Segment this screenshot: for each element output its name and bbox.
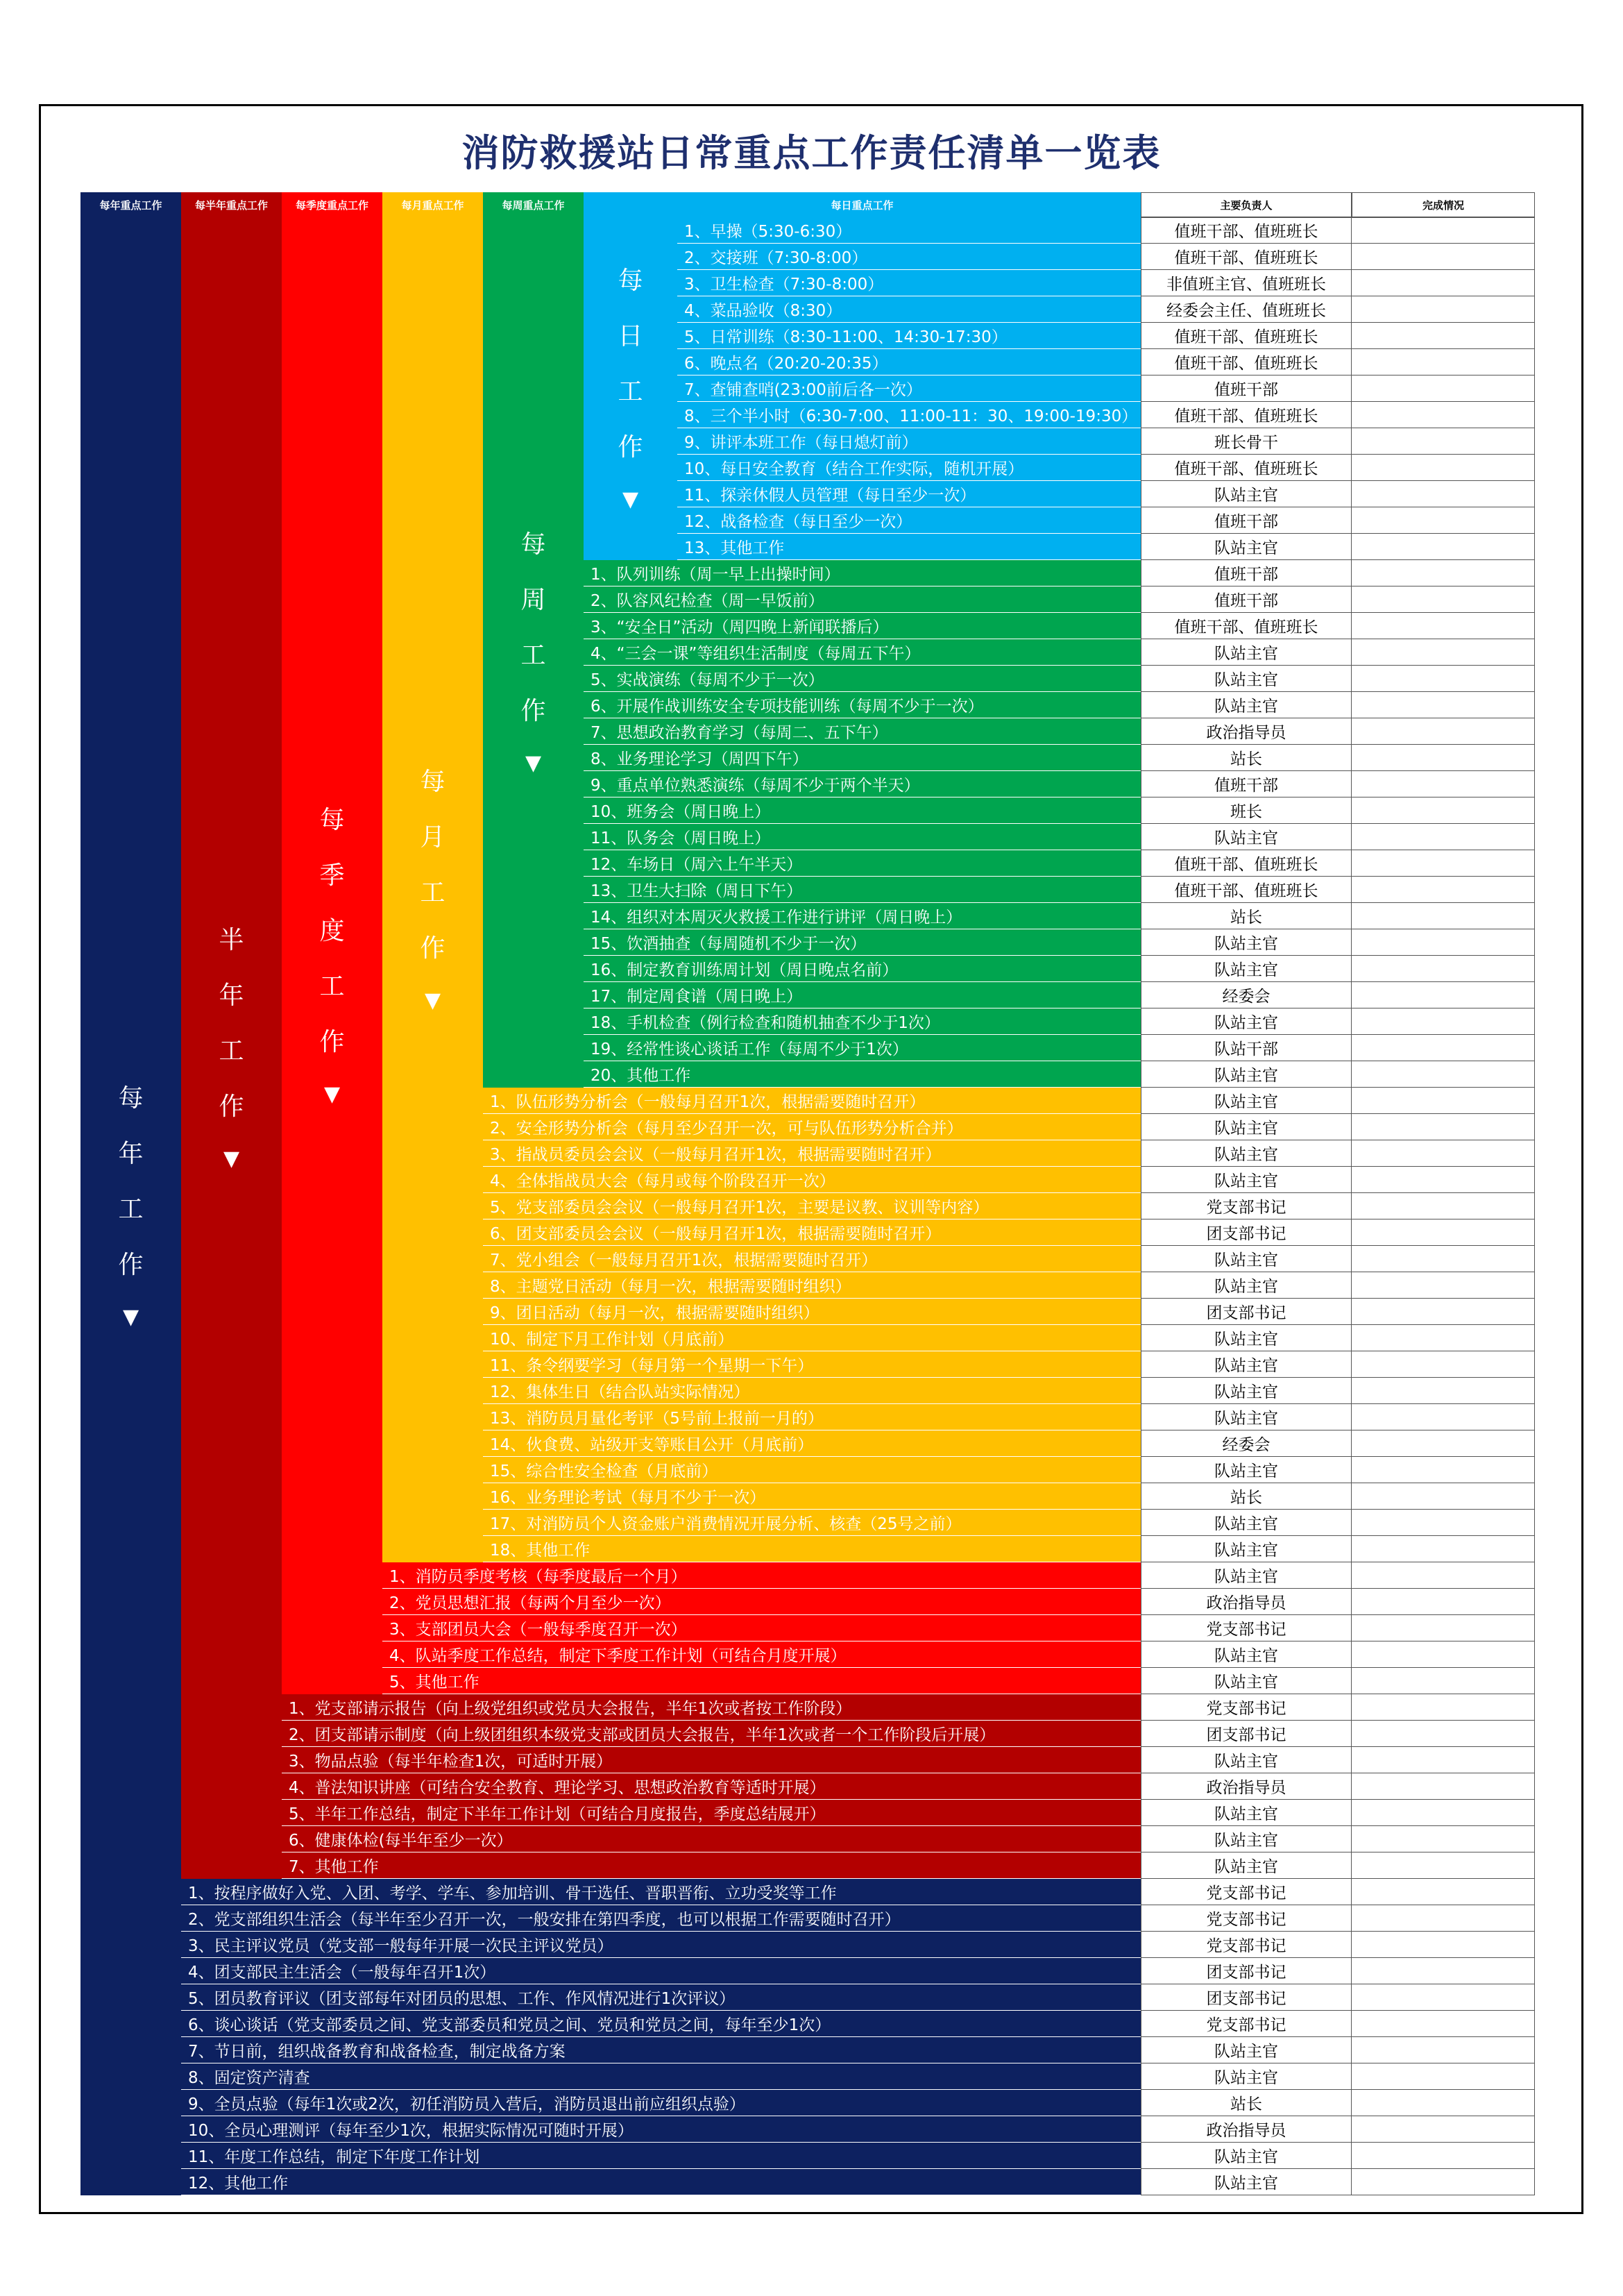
daily-task-row: 1、早操（5:30-6:30） (677, 217, 1141, 244)
label-char: 年 (118, 1140, 144, 1168)
completion-cell[interactable] (1352, 296, 1535, 323)
completion-cell[interactable] (1352, 455, 1535, 481)
yearly-task-row: 4、团支部民主生活会（一般每年召开1次） (181, 1958, 1141, 1984)
completion-cell[interactable] (1352, 1088, 1535, 1114)
yearly-task-row: 1、按程序做好入党、入团、考学、学车、参加培训、骨干选任、晋职晋衔、立功受奖等工作 (181, 1879, 1141, 1905)
completion-cell[interactable] (1352, 1932, 1535, 1958)
completion-cell[interactable] (1352, 903, 1535, 929)
completion-cell[interactable] (1352, 1061, 1535, 1088)
completion-cell[interactable] (1352, 375, 1535, 402)
completion-cell[interactable] (1352, 1562, 1535, 1589)
responsible-cell: 值班干部 (1141, 375, 1352, 402)
quarterly-task-row: 1、消防员季度考核（每季度最后一个月） (382, 1562, 1141, 1589)
responsible-cell: 团支部书记 (1141, 1958, 1352, 1984)
responsible-cell: 党支部书记 (1141, 1615, 1352, 1641)
completion-cell[interactable] (1352, 1167, 1535, 1193)
completion-cell[interactable] (1352, 1958, 1535, 1984)
completion-cell[interactable] (1352, 1615, 1535, 1641)
label-char: 月 (420, 823, 445, 852)
weekly-task-row: 16、制定教育训练周计划（周日晚点名前） (584, 956, 1141, 982)
completion-cell[interactable] (1352, 1483, 1535, 1510)
monthly-task-row: 8、主题党日活动（每月一次，根据需要随时组织） (483, 1272, 1141, 1299)
responsible-cell: 团支部书记 (1141, 1984, 1352, 2011)
halfyear-task-row: 4、普法知识讲座（可结合安全教育、理论学习、思想政治教育等适时开展） (282, 1773, 1141, 1800)
responsible-cell: 团支部书记 (1141, 1721, 1352, 1747)
responsible-cell: 政治指导员 (1141, 1589, 1352, 1615)
daily-task-row: 5、日常训练（8:30-11:00、14:30-17:30） (677, 323, 1141, 349)
completion-cell[interactable] (1352, 824, 1535, 850)
label-char: 作 (420, 934, 445, 963)
halfyear-task-row: 7、其他工作 (282, 1852, 1141, 1879)
responsible-cell: 队站主官 (1141, 824, 1352, 850)
label-char: 作 (118, 1251, 144, 1279)
down-arrow-icon: ▼ (323, 1082, 341, 1106)
responsible-cell: 队站主官 (1141, 1852, 1352, 1879)
label-char: 工 (319, 972, 345, 1001)
responsible-cell: 队站主官 (1141, 2037, 1352, 2063)
responsible-cell: 队站主官 (1141, 2143, 1352, 2169)
completion-cell[interactable] (1352, 534, 1535, 560)
completion-cell[interactable] (1352, 956, 1535, 982)
label-char: 每 (319, 806, 345, 834)
weekly-task-row: 14、组织对本周灭火救援工作进行讲评（周日晚上） (584, 903, 1141, 929)
completion-cell[interactable] (1352, 2037, 1535, 2063)
monthly-task-row: 4、全体指战员大会（每月或每个阶段召开一次） (483, 1167, 1141, 1193)
completion-cell[interactable] (1352, 481, 1535, 507)
completion-cell[interactable] (1352, 2090, 1535, 2116)
responsible-cell: 队站主官 (1141, 534, 1352, 560)
label-char: 工 (520, 641, 546, 670)
half-work-label-column (181, 217, 282, 1879)
weekly-task-row: 8、业务理论学习（周四下午） (584, 745, 1141, 771)
responsible-cell: 队站主官 (1141, 1378, 1352, 1404)
responsible-cell: 站长 (1141, 745, 1352, 771)
responsible-cell: 值班干部 (1141, 771, 1352, 797)
responsible-cell: 值班干部、值班班长 (1141, 244, 1352, 270)
quarterly-task-row: 3、支部团员大会（一般每季度召开一次） (382, 1615, 1141, 1641)
halfyear-task-row: 3、物品点验（每半年检查1次，可适时开展） (282, 1747, 1141, 1773)
responsible-cell: 队站主官 (1141, 1510, 1352, 1536)
label-char: 作 (319, 1028, 345, 1056)
completion-cell[interactable] (1352, 982, 1535, 1008)
completion-cell[interactable] (1352, 1378, 1535, 1404)
responsible-cell: 队站主官 (1141, 692, 1352, 718)
monthly-task-row: 3、指战员委员会会议（一般每月召开1次，根据需要随时召开） (483, 1140, 1141, 1167)
completion-cell[interactable] (1352, 718, 1535, 745)
completion-cell[interactable] (1352, 666, 1535, 692)
completion-cell[interactable] (1352, 1826, 1535, 1852)
quarter-work-label-column (282, 217, 382, 1694)
yearly-work-label-column (80, 217, 181, 2195)
yearly-task-row: 11、年度工作总结，制定下年度工作计划 (181, 2143, 1141, 2169)
responsible-cell: 党支部书记 (1141, 1879, 1352, 1905)
responsible-cell: 站长 (1141, 903, 1352, 929)
weekly-task-row: 5、实战演练（每周不少于一次） (584, 666, 1141, 692)
halfyear-task-row: 2、团支部请示制度（向上级团组织本级党支部或团员大会报告，半年1次或者一个工作阶段后开展） (282, 1721, 1141, 1747)
daily-task-row: 2、交接班（7:30-8:00） (677, 244, 1141, 270)
header-quarterly: 每季度重点工作 (282, 192, 382, 217)
yearly-task-row: 8、固定资产清查 (181, 2063, 1141, 2090)
completion-cell[interactable] (1352, 1430, 1535, 1457)
weekly-task-row: 9、重点单位熟悉演练（每周不少于两个半天） (584, 771, 1141, 797)
down-arrow-icon: ▼ (223, 1147, 240, 1171)
completion-cell[interactable] (1352, 1510, 1535, 1536)
responsible-cell: 经委会 (1141, 982, 1352, 1008)
weekly-task-row: 18、手机检查（例行检查和随机抽查不少于1次） (584, 1008, 1141, 1035)
quarterly-task-row: 5、其他工作 (382, 1668, 1141, 1694)
completion-cell[interactable] (1352, 1351, 1535, 1378)
daily-task-row: 3、卫生检查（7:30-8:00） (677, 270, 1141, 296)
weekly-task-row: 11、队务会（周日晚上） (584, 824, 1141, 850)
yearly-task-row: 3、民主评议党员（党支部一般每年开展一次民主评议党员） (181, 1932, 1141, 1958)
responsible-cell: 队站主官 (1141, 1246, 1352, 1272)
label-char: 季 (319, 861, 345, 890)
responsible-cell: 党支部书记 (1141, 1905, 1352, 1932)
completion-cell[interactable] (1352, 1114, 1535, 1140)
down-arrow-icon: ▼ (622, 487, 639, 512)
daily-task-row: 11、探亲休假人员管理（每日至少一次） (677, 481, 1141, 507)
responsible-cell: 队站主官 (1141, 2063, 1352, 2090)
label-char: 作 (219, 1092, 244, 1121)
completion-cell[interactable] (1352, 639, 1535, 666)
daily-task-row: 4、菜品验收（8:30） (677, 296, 1141, 323)
responsible-cell: 值班干部 (1141, 507, 1352, 534)
yearly-task-row: 2、党支部组织生活会（每半年至少召开一次，一般安排在第四季度，也可以根据工作需要随时召开） (181, 1905, 1141, 1932)
responsible-cell: 值班干部 (1141, 560, 1352, 586)
responsible-cell: 值班干部 (1141, 586, 1352, 613)
responsible-cell: 队站主官 (1141, 1325, 1352, 1351)
daily-task-row: 10、每日安全教育（结合工作实际，随机开展） (677, 455, 1141, 481)
responsible-cell: 政治指导员 (1141, 1773, 1352, 1800)
label-char: 度 (319, 917, 345, 945)
completion-cell[interactable] (1352, 1852, 1535, 1879)
weekly-task-row: 3、“安全日”活动（周四晚上新闻联播后） (584, 613, 1141, 639)
day-work-label-column (584, 217, 677, 560)
completion-cell[interactable] (1352, 1668, 1535, 1694)
weekly-task-row: 12、车场日（周六上午半天） (584, 850, 1141, 877)
header-yearly: 每年重点工作 (80, 192, 181, 217)
label-char: 作 (618, 433, 643, 462)
completion-cell[interactable] (1352, 797, 1535, 824)
completion-cell[interactable] (1352, 613, 1535, 639)
week-work-label-column (483, 217, 584, 1088)
monthly-task-row: 7、党小组会（一般每月召开1次，根据需要随时召开） (483, 1246, 1141, 1272)
monthly-task-row: 5、党支部委员会会议（一般每月召开1次，主要是议教、议训等内容） (483, 1193, 1141, 1219)
completion-cell[interactable] (1352, 1325, 1535, 1351)
responsible-cell: 队站主官 (1141, 1826, 1352, 1852)
weekly-task-row: 2、队容风纪检查（周一早饭前） (584, 586, 1141, 613)
completion-cell[interactable] (1352, 2143, 1535, 2169)
responsible-cell: 值班干部、值班班长 (1141, 850, 1352, 877)
completion-cell[interactable] (1352, 850, 1535, 877)
daily-task-row: 8、三个半小时（6:30-7:00、11:00-11：30、19:00-19:30） (677, 402, 1141, 428)
weekly-task-row: 20、其他工作 (584, 1061, 1141, 1088)
completion-cell[interactable] (1352, 2169, 1535, 2195)
responsible-cell: 队站主官 (1141, 639, 1352, 666)
monthly-task-row: 10、制定下月工作计划（月底前） (483, 1325, 1141, 1351)
monthly-task-row: 9、团日活动（每月一次，根据需要随时组织） (483, 1299, 1141, 1325)
responsible-cell: 政治指导员 (1141, 2116, 1352, 2143)
responsible-cell: 队站主官 (1141, 1457, 1352, 1483)
completion-cell[interactable] (1352, 323, 1535, 349)
weekly-task-row: 13、卫生大扫除（周日下午） (584, 877, 1141, 903)
responsible-cell: 党支部书记 (1141, 2011, 1352, 2037)
completion-cell[interactable] (1352, 270, 1535, 296)
completion-cell[interactable] (1352, 877, 1535, 903)
completion-cell[interactable] (1352, 1800, 1535, 1826)
completion-cell[interactable] (1352, 1536, 1535, 1562)
weekly-task-row: 10、班务会（周日晚上） (584, 797, 1141, 824)
responsible-cell: 经委会主任、值班班长 (1141, 296, 1352, 323)
down-arrow-icon: ▼ (424, 988, 441, 1013)
responsible-cell: 队站主官 (1141, 1562, 1352, 1589)
completion-cell[interactable] (1352, 1694, 1535, 1721)
completion-cell[interactable] (1352, 1589, 1535, 1615)
weekly-task-row: 4、“三会一课”等组织生活制度（每周五下午） (584, 639, 1141, 666)
responsible-cell: 队站主官 (1141, 1747, 1352, 1773)
label-char: 每 (420, 768, 445, 796)
responsible-cell: 值班干部、值班班长 (1141, 349, 1352, 375)
daily-task-row: 9、讲评本班工作（每日熄灯前） (677, 428, 1141, 455)
header-responsible: 主要负责人 (1141, 192, 1352, 217)
completion-cell[interactable] (1352, 1879, 1535, 1905)
weekly-task-row: 15、饮酒抽查（每周随机不少于一次） (584, 929, 1141, 956)
month-work-label-column (382, 217, 483, 1562)
label-char: 年 (219, 981, 244, 1010)
completion-cell[interactable] (1352, 1035, 1535, 1061)
page-title: 消防救援站日常重点工作责任清单一览表 (461, 130, 1162, 175)
daily-task-row: 7、查铺查哨(23:00前后各一次） (677, 375, 1141, 402)
completion-cell[interactable] (1352, 1404, 1535, 1430)
responsible-cell: 队站主官 (1141, 481, 1352, 507)
responsible-cell: 值班干部、值班班长 (1141, 323, 1352, 349)
table-divider (1141, 217, 1535, 218)
completion-cell[interactable] (1352, 402, 1535, 428)
responsible-cell: 队站主官 (1141, 1008, 1352, 1035)
responsible-cell: 经委会 (1141, 1430, 1352, 1457)
responsible-cell: 站长 (1141, 2090, 1352, 2116)
down-arrow-icon: ▼ (122, 1305, 139, 1329)
down-arrow-icon: ▼ (525, 751, 542, 775)
responsible-cell: 队站主官 (1141, 1088, 1352, 1114)
completion-cell[interactable] (1352, 929, 1535, 956)
monthly-task-row: 11、条令纲要学习（每月第一个星期一下午） (483, 1351, 1141, 1378)
responsible-cell: 队站主官 (1141, 1404, 1352, 1430)
responsible-cell: 政治指导员 (1141, 718, 1352, 745)
responsible-cell: 队站主官 (1141, 1536, 1352, 1562)
header-daily: 每日重点工作 (584, 192, 1141, 217)
responsible-cell: 队站主官 (1141, 1668, 1352, 1694)
completion-cell[interactable] (1352, 1773, 1535, 1800)
responsible-cell: 队站主官 (1141, 1351, 1352, 1378)
responsible-cell: 值班干部、值班班长 (1141, 877, 1352, 903)
header-weekly: 每周重点工作 (483, 192, 584, 217)
responsible-cell: 党支部书记 (1141, 1694, 1352, 1721)
weekly-task-row: 19、经常性谈心谈话工作（每周不少于1次） (584, 1035, 1141, 1061)
monthly-task-row: 12、集体生日（结合队站实际情况） (483, 1378, 1141, 1404)
yearly-task-row: 7、节日前，组织战备教育和战备检查，制定战备方案 (181, 2037, 1141, 2063)
label-char: 工 (618, 378, 643, 406)
responsible-cell: 班长 (1141, 797, 1352, 824)
weekly-task-row: 6、开展作战训练安全专项技能训练（每周不少于一次） (584, 692, 1141, 718)
monthly-task-row: 15、综合性安全检查（月底前） (483, 1457, 1141, 1483)
label-char: 周 (520, 586, 546, 614)
label-char: 工 (420, 879, 445, 907)
completion-cell[interactable] (1352, 1457, 1535, 1483)
monthly-task-row: 16、业务理论考试（每月不少于一次） (483, 1483, 1141, 1510)
completion-cell[interactable] (1352, 1140, 1535, 1167)
label-char: 每 (118, 1084, 144, 1113)
completion-cell[interactable] (1352, 1641, 1535, 1668)
weekly-task-row: 1、队列训练（周一早上出操时间） (584, 560, 1141, 586)
label-char: 工 (118, 1195, 144, 1224)
responsible-cell: 队站主官 (1141, 1800, 1352, 1826)
monthly-task-row: 17、对消防员个人资金账户消费情况开展分析、核查（25号之前） (483, 1510, 1141, 1536)
responsible-cell: 队站主官 (1141, 1167, 1352, 1193)
completion-cell[interactable] (1352, 1905, 1535, 1932)
header-halfyear: 每半年重点工作 (181, 192, 282, 217)
completion-cell[interactable] (1352, 2063, 1535, 2090)
responsible-cell: 队站主官 (1141, 1140, 1352, 1167)
completion-cell[interactable] (1352, 217, 1535, 244)
responsible-cell: 值班干部、值班班长 (1141, 455, 1352, 481)
responsible-cell: 班长骨干 (1141, 428, 1352, 455)
responsible-cell: 党支部书记 (1141, 1932, 1352, 1958)
responsible-cell: 队站主官 (1141, 929, 1352, 956)
responsible-cell: 非值班主官、值班班长 (1141, 270, 1352, 296)
monthly-task-row: 1、队伍形势分析会（一般每月召开1次，根据需要随时召开） (483, 1088, 1141, 1114)
yearly-task-row: 12、其他工作 (181, 2169, 1141, 2195)
completion-cell[interactable] (1352, 1193, 1535, 1219)
completion-cell[interactable] (1352, 349, 1535, 375)
completion-cell[interactable] (1352, 2116, 1535, 2143)
yearly-task-row: 5、团员教育评议（团支部每年对团员的思想、工作、作风情况进行1次评议） (181, 1984, 1141, 2011)
monthly-task-row: 6、团支部委员会会议（一般每月召开1次，根据需要随时召开） (483, 1219, 1141, 1246)
label-char: 日 (618, 322, 643, 351)
weekly-task-row: 17、制定周食谱（周日晚上） (584, 982, 1141, 1008)
monthly-task-row: 18、其他工作 (483, 1536, 1141, 1562)
completion-cell[interactable] (1352, 560, 1535, 586)
responsible-cell: 队站干部 (1141, 1035, 1352, 1061)
completion-cell[interactable] (1352, 1219, 1535, 1246)
completion-cell[interactable] (1352, 2011, 1535, 2037)
yearly-task-row: 9、全员点验（每年1次或2次，初任消防员入营后，消防员退出前应组织点验） (181, 2090, 1141, 2116)
responsible-cell: 值班干部、值班班长 (1141, 217, 1352, 244)
monthly-task-row: 14、伙食费、站级开支等账目公开（月底前） (483, 1430, 1141, 1457)
responsible-cell: 团支部书记 (1141, 1219, 1352, 1246)
label-char: 每 (618, 267, 643, 295)
header-completion: 完成情况 (1352, 192, 1535, 217)
quarterly-task-row: 4、队站季度工作总结，制定下季度工作计划（可结合月度开展） (382, 1641, 1141, 1668)
weekly-task-row: 7、思想政治教育学习（每周二、五下午） (584, 718, 1141, 745)
halfyear-task-row: 1、党支部请示报告（向上级党组织或党员大会报告，半年1次或者按工作阶段） (282, 1694, 1141, 1721)
daily-task-row: 12、战备检查（每日至少一次） (677, 507, 1141, 534)
monthly-task-row: 13、消防员月量化考评（5号前上报前一月的） (483, 1404, 1141, 1430)
responsible-cell: 站长 (1141, 1483, 1352, 1510)
completion-cell[interactable] (1352, 1246, 1535, 1272)
label-char: 每 (520, 530, 546, 559)
completion-cell[interactable] (1352, 1008, 1535, 1035)
completion-cell[interactable] (1352, 1272, 1535, 1299)
halfyear-task-row: 5、半年工作总结，制定下半年工作计划（可结合月度报告，季度总结展开） (282, 1800, 1141, 1826)
responsibility-table (80, 192, 1535, 2193)
completion-cell[interactable] (1352, 692, 1535, 718)
yearly-task-row: 6、谈心谈话（党支部委员之间、党支部委员和党员之间、党员和党员之间，每年至少1次） (181, 2011, 1141, 2037)
completion-cell[interactable] (1352, 428, 1535, 455)
completion-cell[interactable] (1352, 1299, 1535, 1325)
quarterly-task-row: 2、党员思想汇报（每两个月至少一次） (382, 1589, 1141, 1615)
completion-cell[interactable] (1352, 1721, 1535, 1747)
label-char: 工 (219, 1037, 244, 1065)
responsible-cell: 党支部书记 (1141, 1193, 1352, 1219)
daily-task-row: 6、晚点名（20:20-20:35） (677, 349, 1141, 375)
completion-cell[interactable] (1352, 507, 1535, 534)
responsible-cell: 队站主官 (1141, 1114, 1352, 1140)
responsible-cell: 队站主官 (1141, 1272, 1352, 1299)
yearly-task-row: 10、全员心理测评（每年至少1次，根据实际情况可随时开展） (181, 2116, 1141, 2143)
completion-cell[interactable] (1352, 1984, 1535, 2011)
daily-task-row: 13、其他工作 (677, 534, 1141, 560)
responsible-cell: 队站主官 (1141, 1061, 1352, 1088)
label-char: 作 (520, 697, 546, 725)
completion-cell[interactable] (1352, 586, 1535, 613)
responsible-cell: 队站主官 (1141, 2169, 1352, 2195)
header-monthly: 每月重点工作 (382, 192, 483, 217)
responsible-cell: 团支部书记 (1141, 1299, 1352, 1325)
responsible-cell: 队站主官 (1141, 956, 1352, 982)
responsible-cell: 队站主官 (1141, 666, 1352, 692)
responsible-cell: 值班干部、值班班长 (1141, 613, 1352, 639)
completion-cell[interactable] (1352, 244, 1535, 270)
completion-cell[interactable] (1352, 1747, 1535, 1773)
label-char: 半 (219, 926, 244, 954)
responsible-cell: 值班干部、值班班长 (1141, 402, 1352, 428)
completion-cell[interactable] (1352, 745, 1535, 771)
monthly-task-row: 2、安全形势分析会（每月至少召开一次，可与队伍形势分析合并） (483, 1114, 1141, 1140)
completion-cell[interactable] (1352, 771, 1535, 797)
halfyear-task-row: 6、健康体检(每半年至少一次） (282, 1826, 1141, 1852)
responsible-cell: 队站主官 (1141, 1641, 1352, 1668)
